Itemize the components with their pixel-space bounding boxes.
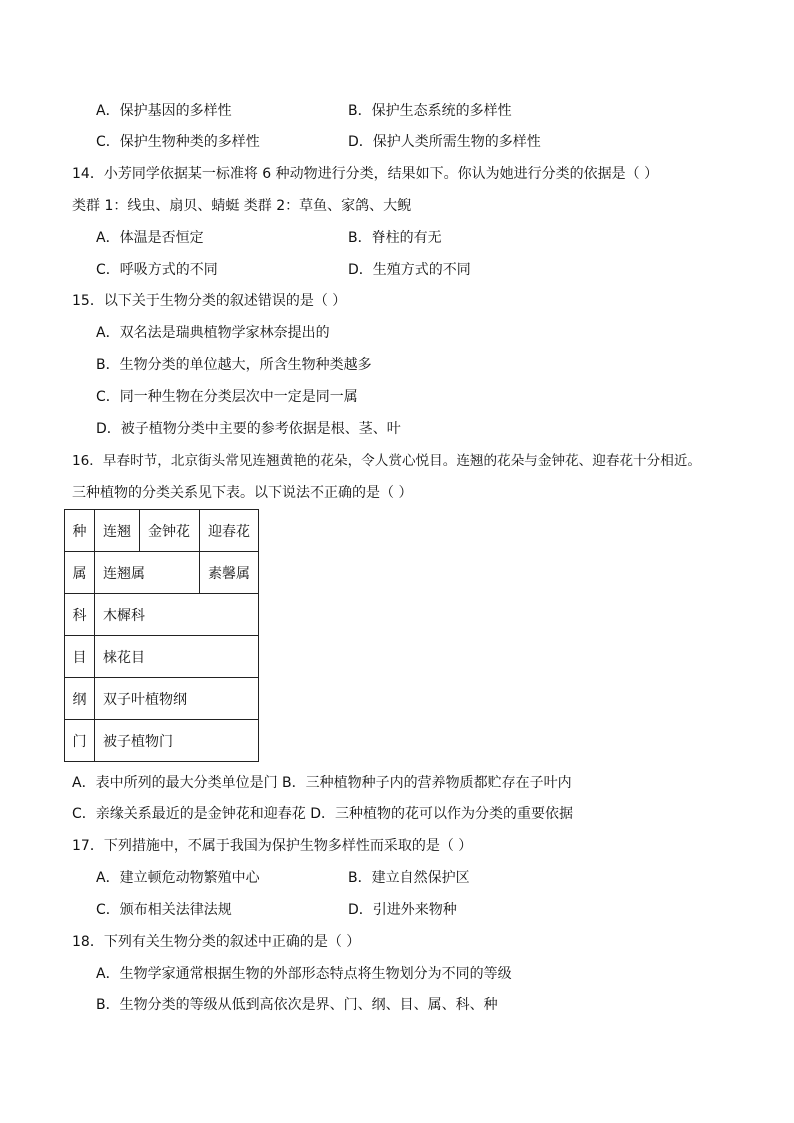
class-cell: 双子叶植物纲 — [95, 678, 259, 720]
q14-option-a: A．体温是否恒定 — [96, 230, 204, 246]
rank-genus: 属 — [65, 552, 95, 594]
q16-stem-line1: 16．早春时节，北京街头常见连翘黄艳的花朵，令人赏心悦目。连翘的花朵与金钟花、迎春花十分相近。 — [72, 453, 702, 469]
rank-phylum: 门 — [65, 720, 95, 762]
table-row — [65, 594, 259, 636]
q13-option-b: B．保护生态系统的多样性 — [348, 103, 512, 119]
q16-stem-line2: 三种植物的分类关系见下表。以下说法不正确的是（ ） — [72, 485, 413, 501]
q17-option-a: A．建立顿危动物繁殖中心 — [96, 870, 260, 886]
q16-options-cd: C．亲缘关系最近的是金钟花和迎春花 D．三种植物的花可以作为分类的重要依据 — [72, 806, 574, 822]
table-row — [65, 552, 259, 594]
q14-option-d: D．生殖方式的不同 — [348, 262, 471, 278]
rank-species: 种 — [65, 510, 95, 552]
q17-option-c: C．颁布相关法律法规 — [96, 902, 232, 918]
species-jinzhonghua: 金钟花 — [140, 510, 200, 552]
species-lianqiao: 连翘 — [95, 510, 140, 552]
species-yingchunhua: 迎春花 — [200, 510, 259, 552]
q13-option-d: D．保护人类所需生物的多样性 — [348, 134, 541, 150]
rank-order: 目 — [65, 636, 95, 678]
q15-stem: 15．以下关于生物分类的叙述错误的是（ ） — [72, 293, 347, 309]
q16-options-ab: A．表中所列的最大分类单位是门 B．三种植物种子内的营养物质都贮存在子叶内 — [72, 775, 572, 791]
classification-table — [64, 509, 259, 762]
table-row — [65, 510, 259, 552]
q18-option-b: B．生物分类的等级从低到高依次是界、门、纲、目、属、科、种 — [96, 997, 498, 1013]
q15-option-b: B．生物分类的单位越大，所含生物种类越多 — [96, 357, 372, 373]
q15-option-c: C．同一种生物在分类层次中一定是同一属 — [96, 389, 358, 405]
phylum-cell: 被子植物门 — [95, 720, 259, 762]
q18-stem: 18．下列有关生物分类的叙述中正确的是（ ） — [72, 934, 361, 950]
q17-option-b: B．建立自然保护区 — [348, 870, 470, 886]
genus-lianqiao: 连翘属 — [95, 552, 200, 594]
genus-suxin: 素馨属 — [200, 552, 259, 594]
q14-groups: 类群 1：线虫、扇贝、蜻蜓 类群 2：草鱼、家鸽、大鲵 — [72, 198, 412, 214]
q15-option-a: A．双名法是瑞典植物学家林奈提出的 — [96, 325, 330, 341]
q14-stem: 14．小芳同学依据某一标准将 6 种动物进行分类，结果如下。你认为她进行分类的依据是（ ） — [72, 166, 659, 182]
q17-stem: 17．下列措施中，不属于我国为保护生物多样性而采取的是（ ） — [72, 838, 473, 854]
rank-class: 纲 — [65, 678, 95, 720]
order-cell: 梾花目 — [95, 636, 259, 678]
q14-option-b: B．脊柱的有无 — [348, 230, 442, 246]
rank-family: 科 — [65, 594, 95, 636]
q17-option-d: D．引进外来物种 — [348, 902, 457, 918]
table-row — [65, 636, 259, 678]
table-row — [65, 720, 259, 762]
q14-option-c: C．呼吸方式的不同 — [96, 262, 218, 278]
q13-option-a: A．保护基因的多样性 — [96, 103, 232, 119]
family-cell: 木樨科 — [95, 594, 259, 636]
q13-option-c: C．保护生物种类的多样性 — [96, 134, 260, 150]
q15-option-d: D．被子植物分类中主要的参考依据是根、茎、叶 — [96, 421, 401, 437]
q18-option-a: A．生物学家通常根据生物的外部形态特点将生物划分为不同的等级 — [96, 966, 512, 982]
table-row — [65, 678, 259, 720]
